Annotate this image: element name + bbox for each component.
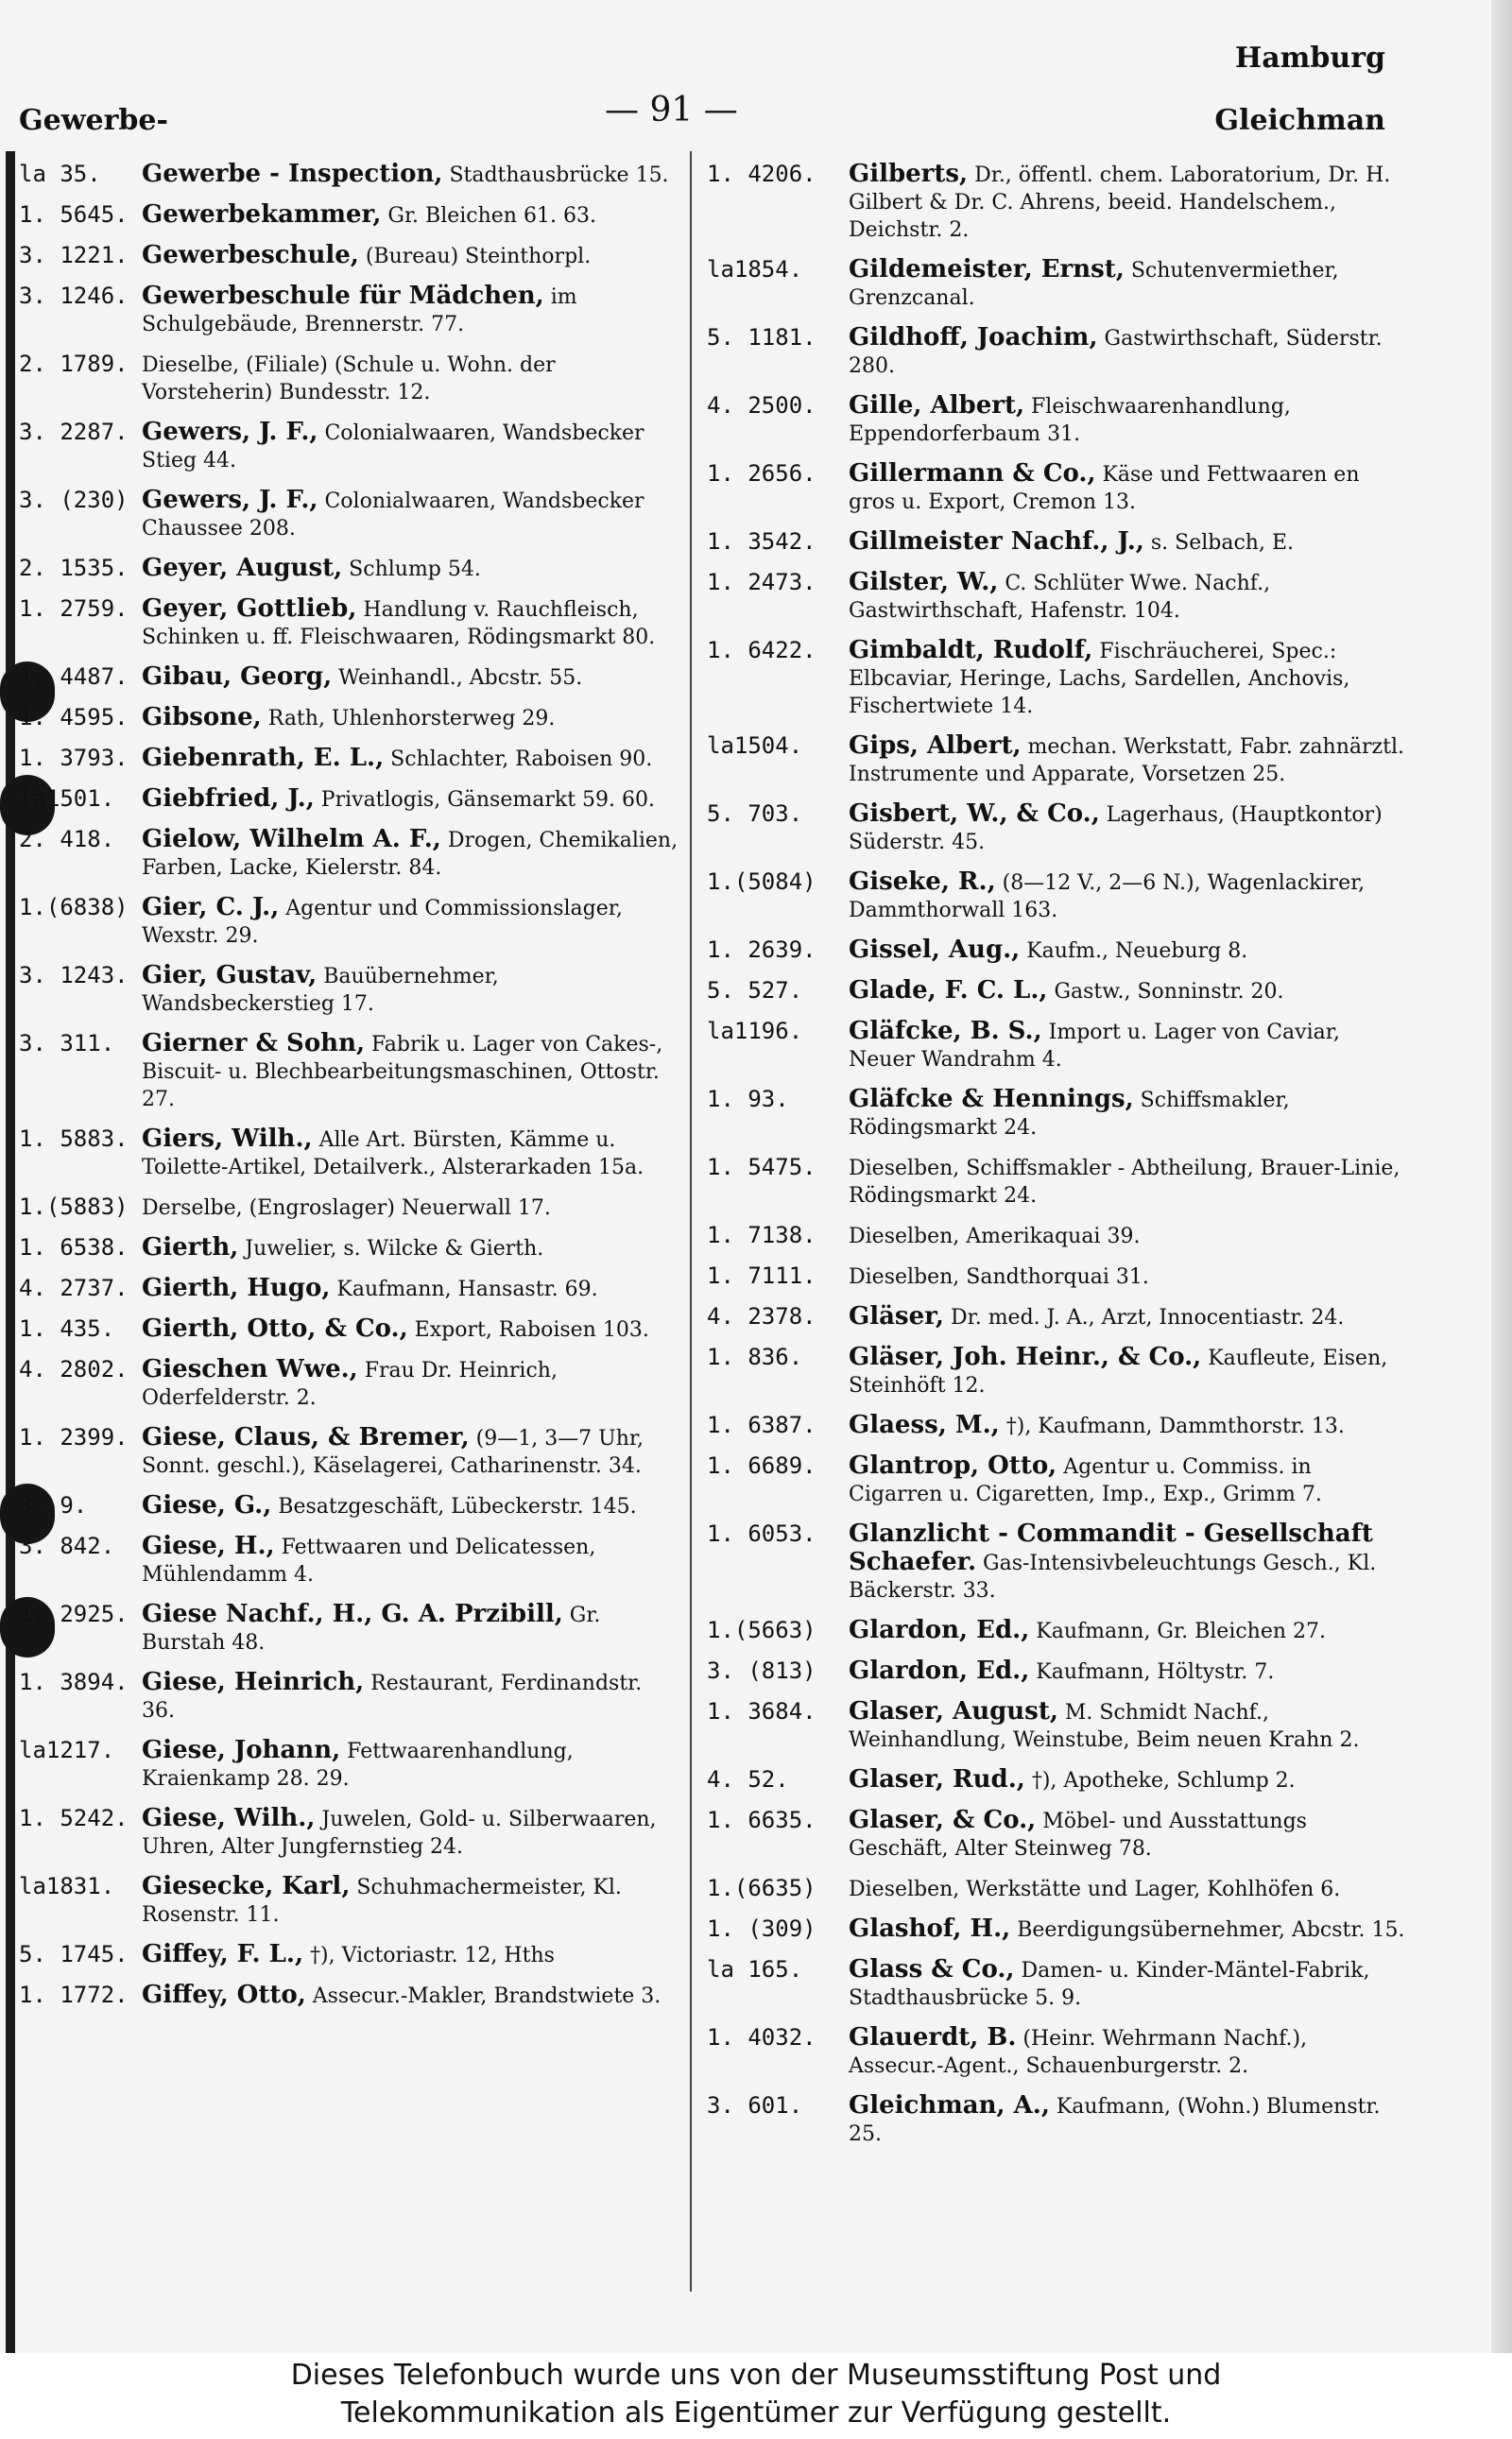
entry-name: Gissel, Aug., [849,936,1021,964]
header-section-right: Gleichman [1214,104,1385,137]
entry-number: 1. 6387. [707,1412,816,1438]
entry-number: la 165. [707,1956,803,1983]
directory-entry [19,1805,680,1861]
entry-details: Dieselben, Amerikaquai 39. [849,1225,1141,1248]
entry-name: Gildemeister, Ernst, [849,255,1125,283]
entry-number: 1. 2473. [707,569,816,595]
entry-details: (Heinr. Wehrmann Nachf.), Assecur.-Agent., Schauenburgerstr. 2. [849,2027,1308,2078]
entry-details: Colonialwaaren, Wandsbecker Stieg 44. [142,421,644,472]
entry-number: 1. 3684. [707,1698,816,1725]
entry-details: Drogen, Chemikalien, Farben, Lacke, Kielerstr. 84. [142,829,679,880]
entry-number: la1504. [707,732,803,759]
entry-name: Giesecke, Karl, [142,1872,351,1900]
entry-name: Glardon, Ed., [849,1616,1030,1644]
entry-name: Giese, Heinrich, [142,1668,365,1696]
entry-number: la1501. [19,785,115,812]
entry-details: Möbel- und Ausstattungs Geschäft, Alter Steinweg 78. [849,1810,1307,1861]
entry-number: 1. 2925. [19,1601,129,1627]
entry-name: Gewers, J. F., [142,418,318,446]
entry-number: 1. 3542. [707,528,816,555]
entry-number: 1. 6538. [19,1234,129,1261]
directory-entry [707,800,1406,856]
entry-number: 4. 2737. [19,1275,129,1301]
entry-number: 1.(5883) [19,1194,129,1220]
entry-number: 1. 3793. [19,745,129,771]
entry-name: Gibsone, [142,703,262,731]
entry-details: Fleischwaarenhandlung, Eppendorferbaum 31. [849,395,1291,446]
entry-details: Käse und Fettwaaren en gros u. Export, Cremon 13. [849,463,1360,514]
entry-details: Dieselben, Schiffsmakler - Abtheilung, Brauer-Linie, Rödingsmarkt 24. [849,1157,1400,1208]
entry-details: Derselbe, (Engroslager) Neuerwall 17. [142,1196,551,1220]
entry-number: 3. 1221. [19,242,129,268]
entry-number: 1. 7111. [707,1262,816,1289]
entry-name: Gläfcke & Hennings, [849,1085,1134,1113]
directory-entry [19,894,680,950]
entry-name: Giese, H., [142,1532,275,1560]
entry-details: Dr. med. J. A., Arzt, Innocentiastr. 24. [950,1306,1345,1330]
left-column [19,161,680,2022]
entry-name: Giseke, R., [849,867,996,896]
entry-number: 4. 52. [707,1766,789,1793]
directory-entry [19,1669,680,1725]
entry-name: Gilberts, [849,160,969,188]
entry-details: Schlump 54. [349,558,481,581]
entry-details: †), Apotheke, Schlump 2. [1031,1769,1296,1793]
entry-name: Gierner & Sohn, [142,1029,366,1057]
entry-details: †), Victoriastr. 12, Hths [310,1944,555,1967]
entry-number: 3. (813) [707,1657,816,1684]
entry-details: Schuhmachermeister, Kl. Rosenstr. 11. [142,1876,622,1927]
entry-number: 1.(6838) [19,894,129,920]
directory-entry [19,785,680,814]
directory-entry [707,868,1406,924]
entry-name: Glardon, Ed., [849,1657,1030,1685]
entry-details: Restaurant, Ferdinandstr. 36. [142,1672,643,1723]
directory-entry [707,256,1406,312]
binding-edge [6,151,15,2353]
entry-number: 1. 5883. [19,1125,129,1152]
entry-details: Dr., öffentl. chem. Laboratorium, Dr. H. Gilbert & Dr. C. Ahrens, beeid. Handelschem., Deichstr. 2. [849,163,1391,242]
entry-number: 1. 6635. [707,1807,816,1833]
entry-name: Gibau, Georg, [142,662,333,691]
directory-entry [707,1956,1406,2012]
directory-entry [707,1222,1406,1250]
directory-entry [19,1356,680,1412]
entry-name: Giffey, Otto, [142,1981,306,2009]
entry-details: Schlachter, Raboisen 90. [390,747,653,771]
entry-details: Kaufleute, Eisen, Steinhöft 12. [849,1347,1388,1398]
directory-entry [19,745,680,773]
entry-number: 1. 6422. [707,637,816,663]
entry-details: Handlung v. Rauchfleisch, Schinken u. ff. Fleischwaaren, Rödingsmarkt 80. [142,598,656,649]
entry-details: M. Schmidt Nachf., Weinhandlung, Weinstube, Beim neuen Krahn 2. [849,1701,1360,1752]
entry-details: Gastwirthschaft, Süderstr. 280. [849,327,1383,378]
entry-number: 2. 1535. [19,555,129,581]
entry-details: Fettwaaren und Delicatessen, Mühlendamm 4. [142,1536,596,1587]
entry-number: 1. 7138. [707,1222,816,1248]
entry-name: Giffey, F. L., [142,1940,304,1968]
entry-details: Kaufmann, Hansastr. 69. [336,1278,598,1301]
entry-details: Bauübernehmer, Wandsbeckerstieg 17. [142,965,499,1016]
directory-entry [19,1601,680,1657]
entry-name: Gille, Albert, [849,391,1025,420]
entry-name: Geyer, Gottlieb, [142,594,357,623]
directory-entry [707,1412,1406,1440]
directory-entry [19,1315,680,1344]
entry-number: 2. 1789. [19,351,129,377]
directory-entry [19,555,680,583]
entry-number: 1. 6053. [707,1520,816,1547]
entry-details: Export, Raboisen 103. [414,1318,649,1342]
entry-name: Gewerbeschule, [142,241,359,269]
entry-details: Kaufm., Neueburg 8. [1026,939,1248,963]
directory-entry [707,1698,1406,1754]
entry-name: Glantrop, Otto, [849,1451,1057,1480]
directory-entry [19,1873,680,1929]
entry-details: Gr. Bleichen 61. 63. [387,204,596,228]
directory-entry [707,1807,1406,1863]
entry-name: Glaess, M., [849,1411,1000,1439]
directory-entry [707,1344,1406,1400]
entry-number: 4. 2802. [19,1356,129,1383]
entry-details: Rath, Uhlenhorsterweg 29. [267,707,556,730]
entry-number: 5. 703. [707,800,803,827]
entry-details: Schiffsmakler, Rödingsmarkt 24. [849,1089,1290,1140]
entry-number: 5. 527. [707,977,803,1004]
entry-name: Gildhoff, Joachim, [849,323,1098,352]
entry-number: 1. 2759. [19,595,129,622]
directory-entry [707,460,1406,516]
directory-entry [707,637,1406,720]
entry-number: 1. 5475. [707,1154,816,1180]
directory-entry [707,1875,1406,1903]
entry-number: 1.(5084) [707,868,816,895]
entry-name: Gewerbekammer, [142,200,382,229]
entry-name: Gisbert, W., & Co., [849,799,1100,828]
entry-number: 1. 4595. [19,704,129,730]
entry-name: Gleichman, A., [849,2091,1050,2120]
entry-details: Kaufmann, (Wohn.) Blumenstr. 25. [849,2095,1381,2146]
entry-name: Giese, Wilh., [142,1804,316,1832]
entry-name: Gillmeister Nachf., J., [849,527,1144,556]
entry-details: Dieselben, Werkstätte und Lager, Kohlhöfen 6. [849,1878,1341,1901]
directory-entry [19,161,680,189]
entry-number: 3. 1243. [19,962,129,988]
entry-details: Lagerhaus, (Hauptkontor) Süderstr. 45. [849,803,1383,854]
directory-entry [19,704,680,732]
entry-details: Import u. Lager von Caviar, Neuer Wandrahm 4. [849,1021,1340,1072]
entry-name: Giese, G., [142,1491,272,1520]
page-edge [1491,0,1512,2353]
entry-number: 3. 601. [707,2092,803,2119]
entry-name: Glaser, & Co., [849,1806,1037,1834]
entry-details: (Bureau) Steinthorpl. [365,245,592,268]
entry-number: la 35. [19,161,101,187]
entry-details: (9—1, 3—7 Uhr, Sonnt. geschl.), Käselagerei, Catharinenstr. 34. [142,1427,644,1478]
entry-details: Gas-Intensivbeleuchtungs Gesch., Kl. Bäckerstr. 33. [849,1552,1377,1603]
directory-entry [19,1982,680,2010]
entry-name: Gewerbeschule für Mädchen, [142,282,544,310]
entry-number: 1. 836. [707,1344,803,1370]
directory-entry [19,1125,680,1181]
footer-line: Dieses Telefonbuch wurde uns von der Museumsstiftung Post und [290,2359,1222,2392]
directory-entry [707,1657,1406,1686]
footer-notice [0,2353,1512,2439]
entry-details: im Schulgebäude, Brennerstr. 77. [142,285,577,336]
entry-details: Kaufmann, Höltystr. 7. [1036,1660,1275,1684]
entry-details: Beerdigungsübernehmer, Abcstr. 15. [1017,1918,1405,1942]
entry-number: 3. 1246. [19,283,129,309]
entry-number: 1. 2656. [707,460,816,487]
entry-number: 1. 4032. [707,2024,816,2051]
entry-name: Giebenrath, E. L., [142,744,385,772]
entry-details: Fettwaarenhandlung, Kraienkamp 28. 29. [142,1740,574,1791]
entry-name: Gläser, [849,1302,944,1331]
directory-entry [707,1262,1406,1291]
entry-name: Giese Nachf., H., G. A. Przibill, [142,1600,563,1628]
entry-number: 1. 5242. [19,1805,129,1831]
entry-number: la1217. [19,1737,115,1763]
directory-entry [707,977,1406,1005]
entry-name: Gläfcke, B. S., [849,1017,1042,1045]
directory-entry [707,324,1406,380]
directory-entry [19,962,680,1018]
entry-name: Gillermann & Co., [849,459,1096,488]
entry-number: 4. 2500. [707,392,816,419]
entry-number: 1. 93. [707,1086,789,1112]
entry-details: Privatlogis, Gänsemarkt 59. 60. [320,788,655,812]
directory-entry [707,732,1406,788]
entry-details: Schutenvermiether, Grenzcanal. [849,259,1339,310]
directory-entry [707,392,1406,448]
entry-name: Glauerdt, B. [849,2023,1017,2052]
entry-name: Giese, Claus, & Bremer, [142,1423,470,1451]
entry-number: la1196. [707,1018,803,1044]
entry-number: 1.(6635) [707,1875,816,1901]
header-city: Hamburg [1234,42,1385,75]
entry-details: Colonialwaaren, Wandsbecker Chaussee 208. [142,490,644,541]
entry-name: Giese, Johann, [142,1736,341,1764]
directory-entry [19,826,680,882]
entry-number: 1. 435. [19,1315,115,1342]
entry-number: 4. 2378. [707,1303,816,1330]
directory-entry [707,1617,1406,1645]
directory-entry [707,936,1406,965]
directory-entry [19,487,680,542]
entry-number: 1. 4487. [19,663,129,690]
entry-details: Dieselben, Sandthorquai 31. [849,1265,1149,1289]
entry-number: 1. 5645. [19,201,129,228]
entry-details: Kaufmann, Gr. Bleichen 27. [1036,1620,1327,1643]
entry-details: (8—12 V., 2—6 N.), Wagenlackirer, Dammthorwall 163. [849,871,1366,922]
entry-name: Gier, C. J., [142,893,280,921]
entry-details: s. Selbach, E. [1150,531,1294,555]
directory-entry [19,242,680,270]
entry-number: 1. 2639. [707,936,816,963]
directory-entry [707,2024,1406,2080]
entry-name: Glaser, August, [849,1697,1058,1726]
directory-entry [19,283,680,338]
entry-number: 1.(5663) [707,1617,816,1643]
header-section-left: Gewerbe- [19,104,168,137]
page-number: — 91 — [605,91,738,129]
directory-entry [707,1154,1406,1210]
entry-name: Glass & Co., [849,1955,1015,1984]
entry-number: 1. 2399. [19,1424,129,1451]
entry-name: Geyer, August, [142,554,343,582]
entry-name: Gewerbe - Inspection, [142,160,443,188]
entry-number: 1. 3894. [19,1669,129,1695]
entry-name: Gierth, [142,1233,239,1262]
entry-name: Gielow, Wilhelm A. F., [142,825,441,853]
directory-entry [19,1492,680,1520]
entry-number: 5. 1745. [19,1941,129,1967]
entry-details: Gr. Burstah 48. [142,1604,601,1655]
entry-number: 1. 6689. [707,1452,816,1479]
directory-entry [707,1452,1406,1508]
entry-details: †), Kaufmann, Dammthorstr. 13. [1005,1415,1345,1438]
entry-number: 3. 2287. [19,419,129,445]
entry-name: Giers, Wilh., [142,1125,313,1153]
entry-name: Gewers, J. F., [142,486,318,514]
entry-details: Weinhandl., Abcstr. 55. [338,666,583,690]
directory-entry [19,1941,680,1969]
entry-details: Gastw., Sonninstr. 20. [1054,980,1284,1004]
entry-name: Glanzlicht - Commandit - Gesellschaft Schaefer. [849,1520,1373,1576]
directory-entry [19,1030,680,1113]
directory-entry [19,1737,680,1793]
directory-entry [19,1275,680,1303]
entry-name: Giebfried, J., [142,784,315,813]
entry-details: Agentur und Commissionslager, Wexstr. 29. [142,897,623,948]
directory-entry [707,1915,1406,1944]
footer-line: Telekommunikation als Eigentümer zur Verfügung gestellt. [340,2396,1172,2430]
directory-entry [707,2092,1406,2148]
entry-name: Gips, Albert, [849,731,1022,760]
entry-details: Damen- u. Kinder-Mäntel-Fabrik, Stadthausbrücke 5. 9. [849,1959,1370,2010]
entry-name: Gierth, Hugo, [142,1274,331,1302]
directory-entry [19,1194,680,1222]
entry-number: 1. 1772. [19,1982,129,2008]
entry-details: Fischräucherei, Spec.: Elbcaviar, Heringe, Lachs, Sardellen, Anchovis, Fischertwiete 14. [849,640,1350,718]
entry-details: Besatzgeschäft, Lübeckerstr. 145. [278,1495,637,1519]
entry-name: Gier, Gustav, [142,961,318,989]
directory-entry [19,419,680,474]
directory-entry [19,1533,680,1589]
directory-entry [707,1018,1406,1074]
entry-details: Frau Dr. Heinrich, Oderfelderstr. 2. [142,1359,558,1410]
entry-number: 3. 311. [19,1030,115,1056]
directory-entry [19,201,680,230]
entry-number: 5. 1181. [707,324,816,351]
right-column [707,161,1406,2160]
entry-number: 1. 4206. [707,161,816,187]
entry-number: 2. 418. [19,826,115,852]
entry-details: Juwelen, Gold- u. Silberwaaren, Uhren, Alter Jungfernstieg 24. [142,1808,657,1859]
directory-entry [19,351,680,406]
entry-number: 3. 842. [19,1533,115,1559]
directory-entry [707,1766,1406,1795]
entry-name: Gilster, W., [849,568,999,596]
directory-entry [19,1234,680,1262]
directory-entry [707,1303,1406,1331]
entry-details: C. Schlüter Wwe. Nachf., Gastwirthschaft, Hafenstr. 104. [849,572,1271,623]
entry-details: mechan. Werkstatt, Fabr. zahnärztl. Instrumente und Apparate, Vorsetzen 25. [849,735,1404,786]
entry-details: Fabrik u. Lager von Cakes-, Biscuit- u. Blechbearbeitungsmaschinen, Ottostr. 27. [142,1033,663,1111]
directory-entry [707,528,1406,557]
entry-details: Juwelier, s. Wilcke & Gierth. [245,1237,544,1261]
entry-details: Alle Art. Bürsten, Kämme u. Toilette-Artikel, Detailverk., Alsterarkaden 15a. [142,1128,644,1179]
entry-details: Assecur.-Makler, Brandstwiete 3. [312,1984,662,2008]
directory-entry [707,1086,1406,1142]
entry-name: Glashof, H., [849,1915,1011,1943]
directory-entry [707,569,1406,625]
directory-entry [19,663,680,692]
entry-name: Gierth, Otto, & Co., [142,1314,408,1343]
entry-number: 1. (309) [707,1915,816,1942]
directory-entry [19,595,680,651]
entry-details: Dieselbe, (Filiale) (Schule u. Wohn. der Vorsteherin) Bundesstr. 12. [142,353,556,404]
entry-number: la1854. [707,256,803,283]
entry-details: Agentur u. Commiss. in Cigarren u. Cigaretten, Imp., Exp., Grimm 7. [849,1455,1322,1506]
entry-name: Glaser, Rud., [849,1765,1025,1794]
entry-name: Glade, F. C. L., [849,976,1048,1005]
entry-details: Stadthausbrücke 15. [449,163,669,187]
entry-name: Gieschen Wwe., [142,1355,358,1383]
entry-number: la1831. [19,1873,115,1899]
column-divider [690,151,692,2292]
directory-entry [707,1520,1406,1605]
entry-number: 3. (230) [19,487,129,513]
directory-entry [19,1424,680,1480]
entry-name: Gläser, Joh. Heinr., & Co., [849,1343,1202,1371]
entry-number: 3. 9. [19,1492,88,1519]
entry-name: Gimbaldt, Rudolf, [849,636,1093,664]
directory-entry [707,161,1406,244]
